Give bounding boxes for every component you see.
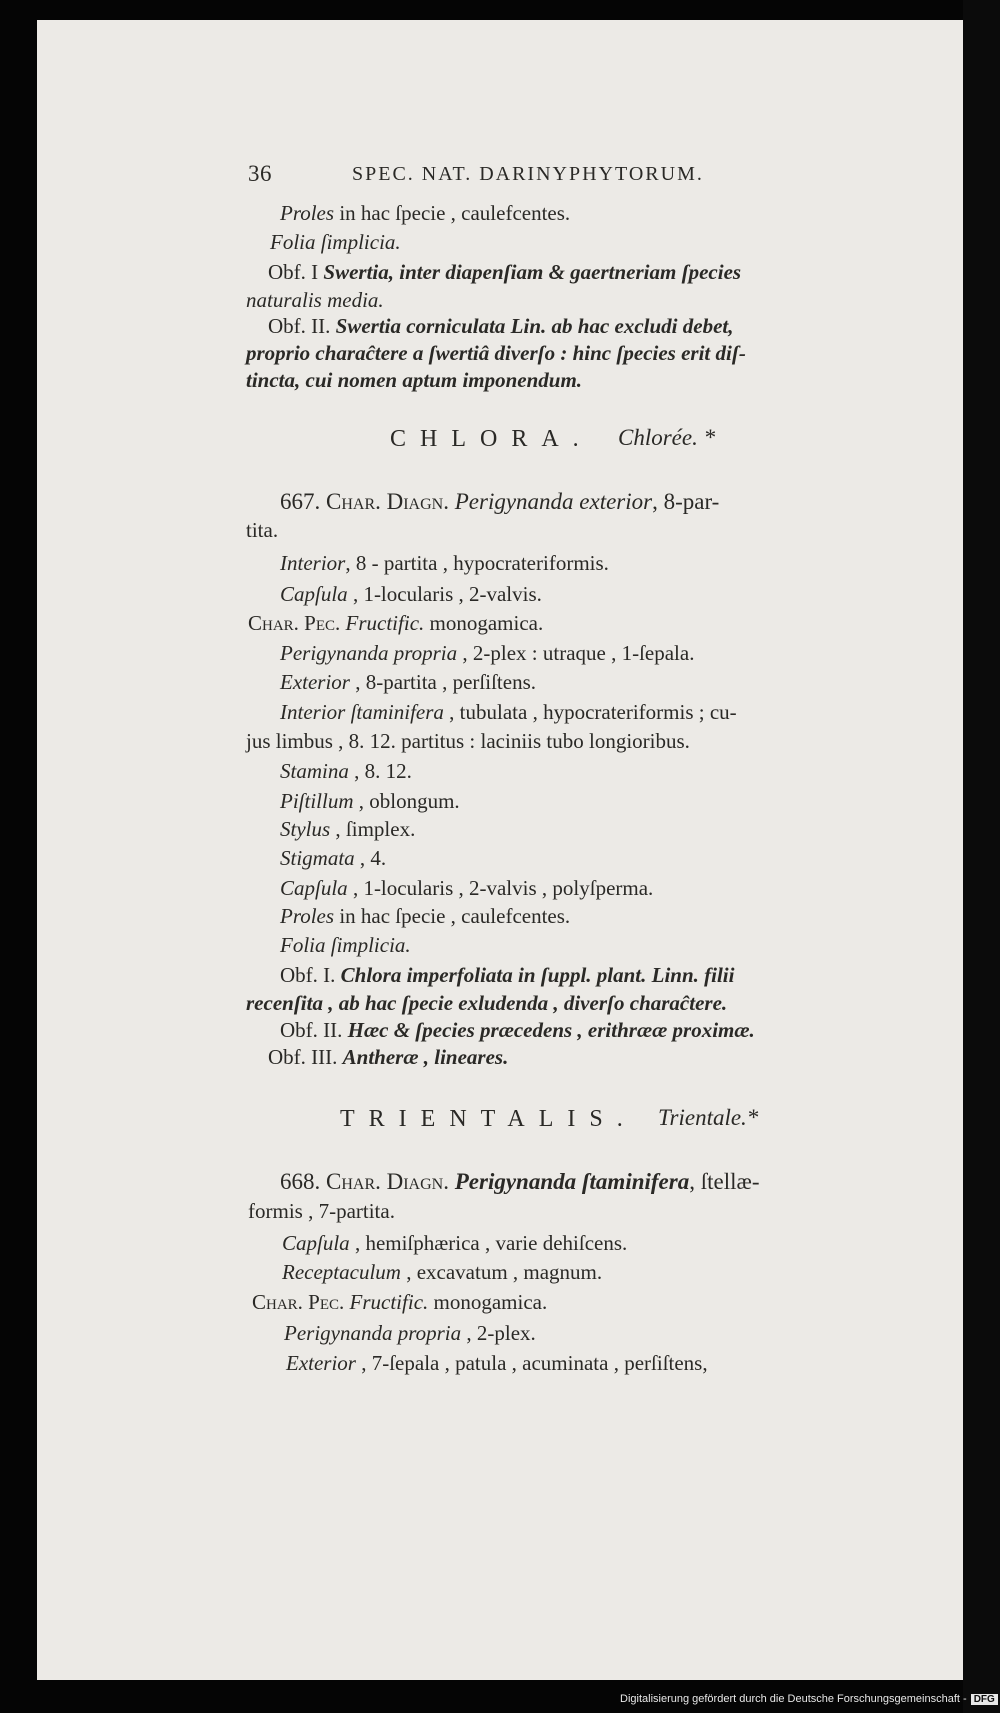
- text-line: Folia ſimplicia.: [280, 933, 411, 957]
- text-line: Interior ſtaminifera , tubulata , hypocrateriformis ; cu-: [280, 700, 737, 724]
- text-line: proprio charaĉtere a ſwertiâ diverſo : hinc ſpecies erit diſ-: [246, 341, 746, 365]
- text-line: Capſula , 1-locularis , 2-valvis.: [280, 582, 542, 606]
- dfg-logo: DFG: [971, 1694, 998, 1705]
- text-line: Obf. III. Antheræ , lineares.: [268, 1045, 509, 1069]
- text-line: Char. Pec. Fructific. monogamica.: [252, 1290, 548, 1314]
- text-line: Capſula , 1-locularis , 2-valvis , polyſperma.: [280, 876, 654, 900]
- text-line: Obf. I Swertia, inter diapenſiam & gaertneriam ſpecies: [268, 260, 742, 284]
- text-line: Exterior , 7-ſepala , patula , acuminata , perſiſtens,: [286, 1351, 708, 1375]
- text-line: Char. Pec. Fructific. monogamica.: [248, 611, 544, 635]
- text-line: tincta, cui nomen aptum imponendum.: [246, 368, 583, 392]
- digitization-credit: Digitalisierung gefördert durch die Deutsche Forschungsgemeinschaft - DFG: [620, 1693, 998, 1705]
- running-title: SPEC. NAT. DARINYPHYTORUM.: [352, 163, 704, 185]
- text-line: Exterior , 8-partita , perſiſtens.: [280, 670, 537, 694]
- text-line: Obf. II. Hæc & ſpecies præcedens , erithrææ proximæ.: [280, 1018, 755, 1042]
- text-line: Receptaculum , excavatum , magnum.: [282, 1260, 603, 1284]
- text-line: Folia ſimplicia.: [270, 230, 401, 254]
- entry-668: 668. Char. Diagn. Perigynanda ſtaminifera, ſtellæ-: [280, 1169, 760, 1194]
- text-line: Piſtillum , oblongum.: [280, 789, 460, 813]
- book-spine: [963, 0, 1000, 1713]
- genus-heading: CHLORA.: [390, 426, 593, 452]
- genus-heading: TRIENTALIS.: [340, 1106, 637, 1132]
- text-line: Perigynanda propria , 2-plex.: [284, 1321, 536, 1345]
- text-line: naturalis media.: [246, 288, 384, 312]
- genus-french-name: Trientale.*: [658, 1105, 759, 1130]
- text-line: Stamina , 8. 12.: [280, 759, 412, 783]
- text-line: Stylus , ſimplex.: [280, 817, 416, 841]
- text-line: recenſita , ab hac ſpecie exludenda , diverſo charaĉtere.: [246, 991, 728, 1015]
- text-line: Obf. I. Chlora imperfoliata in ſuppl. plant. Linn. filii: [280, 963, 735, 987]
- genus-french-name: Chlorée. *: [618, 425, 716, 450]
- entry-667: 667. Char. Diagn. Perigynanda exterior, 8-par-: [280, 489, 720, 514]
- text-line: tita.: [246, 518, 279, 542]
- text-line: Perigynanda propria , 2-plex : utraque , 1-ſepala.: [280, 641, 695, 665]
- text-line: Proles in hac ſpecie , caulefcentes.: [280, 201, 571, 225]
- text-line: jus limbus , 8. 12. partitus : laciniis tubo longioribus.: [246, 729, 690, 753]
- text-line: Proles in hac ſpecie , caulefcentes.: [280, 904, 571, 928]
- text-line: Capſula , hemiſphærica , varie dehiſcens.: [282, 1231, 628, 1255]
- text-line: Stigmata , 4.: [280, 846, 387, 870]
- text-line: Interior, 8 - partita , hypocrateriformis.: [280, 551, 609, 575]
- text-line: Obf. II. Swertia corniculata Lin. ab hac excludi debet,: [268, 314, 734, 338]
- text-line: formis , 7-partita.: [248, 1199, 395, 1223]
- page-number: 36: [248, 161, 272, 186]
